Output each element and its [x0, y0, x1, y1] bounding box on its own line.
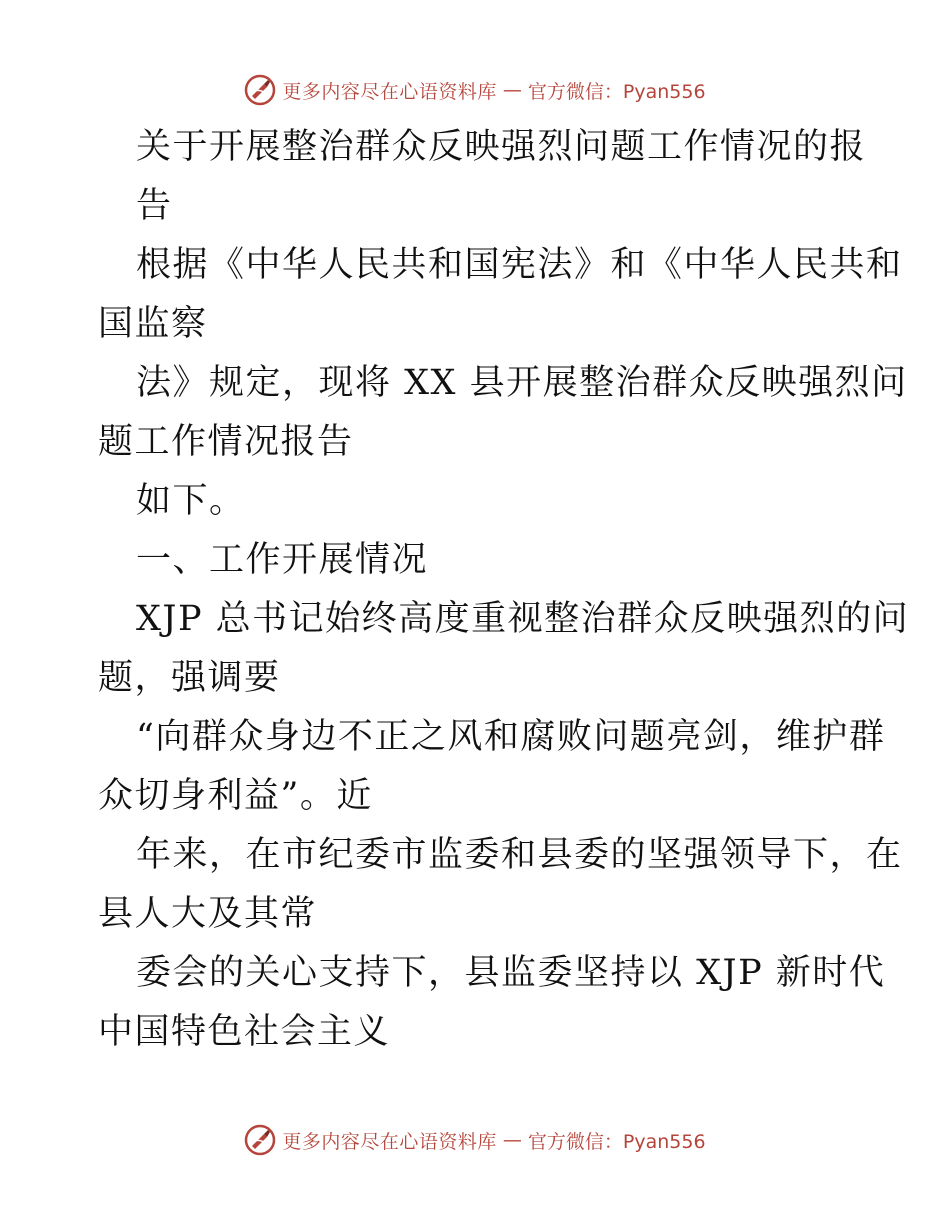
banner-wechat-text: 官方微信：Pyan556: [527, 80, 706, 103]
doc-paragraph-line: 年来，在市纪委市监委和县委的坚强领导下，在: [136, 835, 903, 875]
doc-paragraph-line: 题工作情况报告: [98, 422, 354, 462]
doc-paragraph-line: 根据《中华人民共和国宪法》和《中华人民共和: [136, 245, 903, 285]
document-body: [98, 118, 910, 1062]
doc-title-line: 告: [136, 186, 173, 226]
banner-wechat-text: 官方微信：Pyan556: [527, 1130, 706, 1153]
doc-paragraph-line: XJP 总书记始终高度重视整治群众反映强烈的问: [136, 599, 910, 639]
banner-main-text: 更多内容尽在心语资料库: [282, 1130, 497, 1153]
doc-title-line: 关于开展整治群众反映强烈问题工作情况的报: [136, 127, 867, 167]
banner-separator: —: [502, 1129, 522, 1151]
footer-banner: [0, 1120, 950, 1160]
doc-paragraph-line: 法》规定，现将 XX 县开展整治群众反映强烈问: [136, 363, 908, 403]
pen-swirl-logo-icon: [244, 74, 276, 106]
doc-section-heading: 一、工作开展情况: [136, 540, 429, 580]
doc-paragraph-line: “向群众身边不正之风和腐败问题亮剑，维护群: [136, 717, 886, 757]
doc-paragraph-line: 众切身利益”。近: [98, 776, 373, 816]
doc-paragraph-line: 委会的关心支持下，县监委坚持以 XJP 新时代: [136, 953, 886, 993]
doc-paragraph-line: 国监察: [98, 304, 208, 344]
doc-paragraph-line: 题，强调要: [98, 658, 281, 698]
banner-main-text: 更多内容尽在心语资料库: [282, 80, 497, 103]
pen-swirl-logo-icon: [244, 1124, 276, 1156]
doc-paragraph-line: 中国特色社会主义: [98, 1012, 391, 1052]
doc-paragraph-line: 如下。: [136, 481, 246, 521]
banner-separator: —: [502, 79, 522, 101]
header-banner: [0, 70, 950, 110]
doc-paragraph-line: 县人大及其常: [98, 894, 318, 934]
